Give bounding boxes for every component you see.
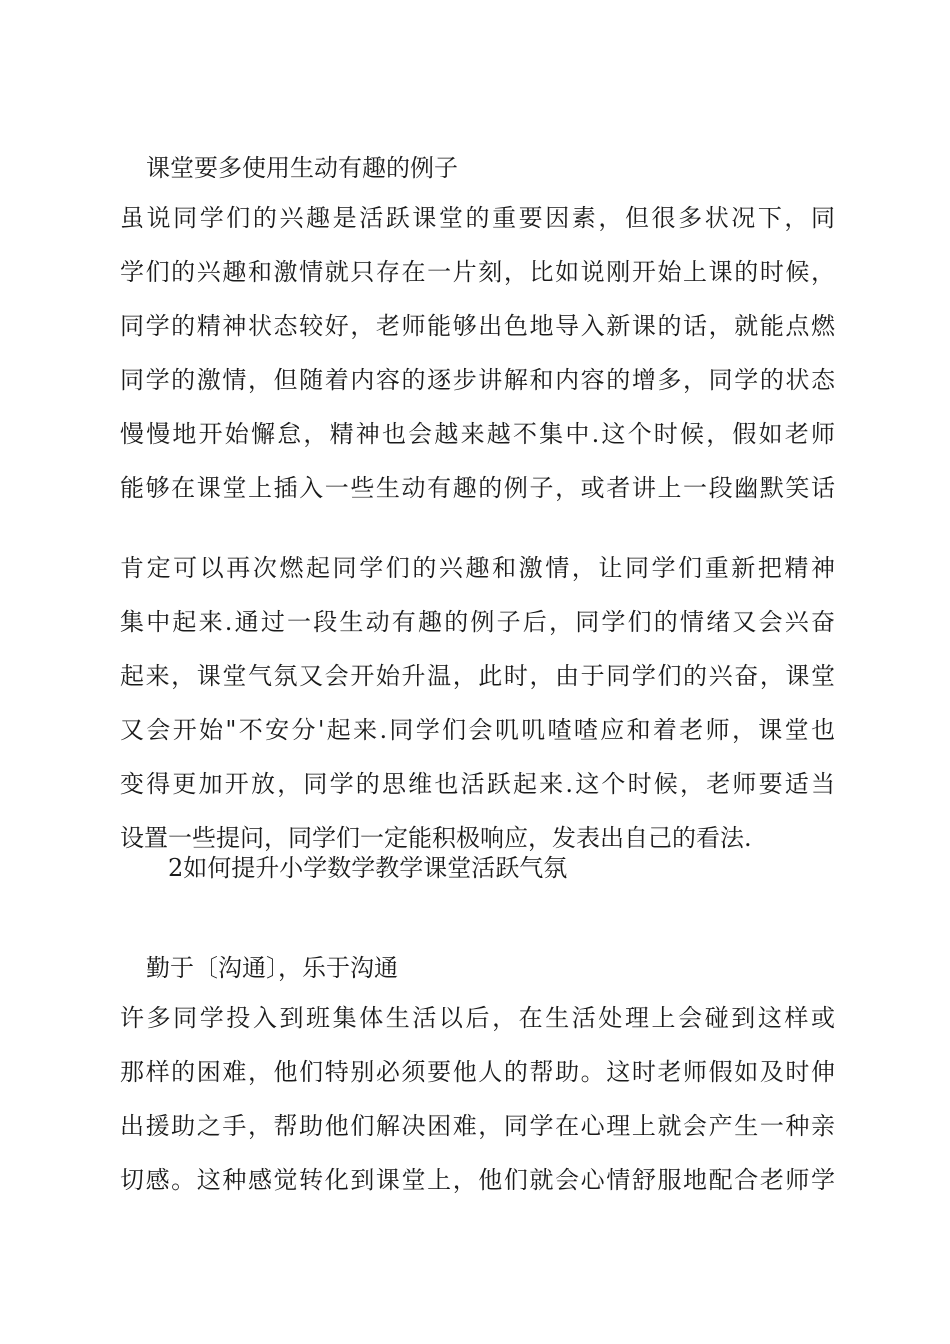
text-line: 肯定可以再次燃起同学们的兴趣和激情，让同学们重新把精神 <box>120 554 835 582</box>
text-line: 同学的精神状态较好，老师能够出色地导入新课的话，就能点燃 <box>120 312 835 340</box>
heading-vivid-examples: 课堂要多使用生动有趣的例子 <box>146 154 458 182</box>
text-line: 那样的困难，他们特别必须要他人的帮助。这时老师假如及时伸 <box>120 1058 835 1086</box>
text-line: 切感。这种感觉转化到课堂上，他们就会心情舒服地配合老师学 <box>120 1166 835 1194</box>
text-line: 设置一些提问，同学们一定能积极响应，发表出自己的看法. <box>120 824 752 852</box>
text-line: 起来，课堂气氛又会开始升温，此时，由于同学们的兴奋，课堂 <box>120 662 835 690</box>
text-line: 又会开始"不安分'起来.同学们会叽叽喳喳应和着老师，课堂也 <box>120 716 835 744</box>
text-line: 学们的兴趣和激情就只存在一片刻，比如说刚开始上课的时候， <box>120 258 835 286</box>
text-line: 慢慢地开始懈怠，精神也会越来越不集中.这个时候，假如老师 <box>120 420 835 448</box>
text-line: 许多同学投入到班集体生活以后，在生活处理上会碰到这样或 <box>120 1004 835 1032</box>
text-line: 出援助之手，帮助他们解决困难，同学在心理上就会产生一种亲 <box>120 1112 835 1140</box>
text-line: 虽说同学们的兴趣是活跃课堂的重要因素，但很多状况下，同 <box>120 204 835 232</box>
subheading-communication: 勤于〔沟通〕，乐于沟通 <box>146 954 398 982</box>
text-line: 同学的激情，但随着内容的逐步讲解和内容的增多，同学的状态 <box>120 366 835 394</box>
section-heading: 2如何提升小学数学教学课堂活跃气氛 <box>168 854 568 882</box>
text-line: 能够在课堂上插入一些生动有趣的例子，或者讲上一段幽默笑话 <box>120 474 835 502</box>
text-line: 变得更加开放，同学的思维也活跃起来.这个时候，老师要适当 <box>120 770 835 798</box>
text-line: 集中起来.通过一段生动有趣的例子后，同学们的情绪又会兴奋 <box>120 608 835 636</box>
